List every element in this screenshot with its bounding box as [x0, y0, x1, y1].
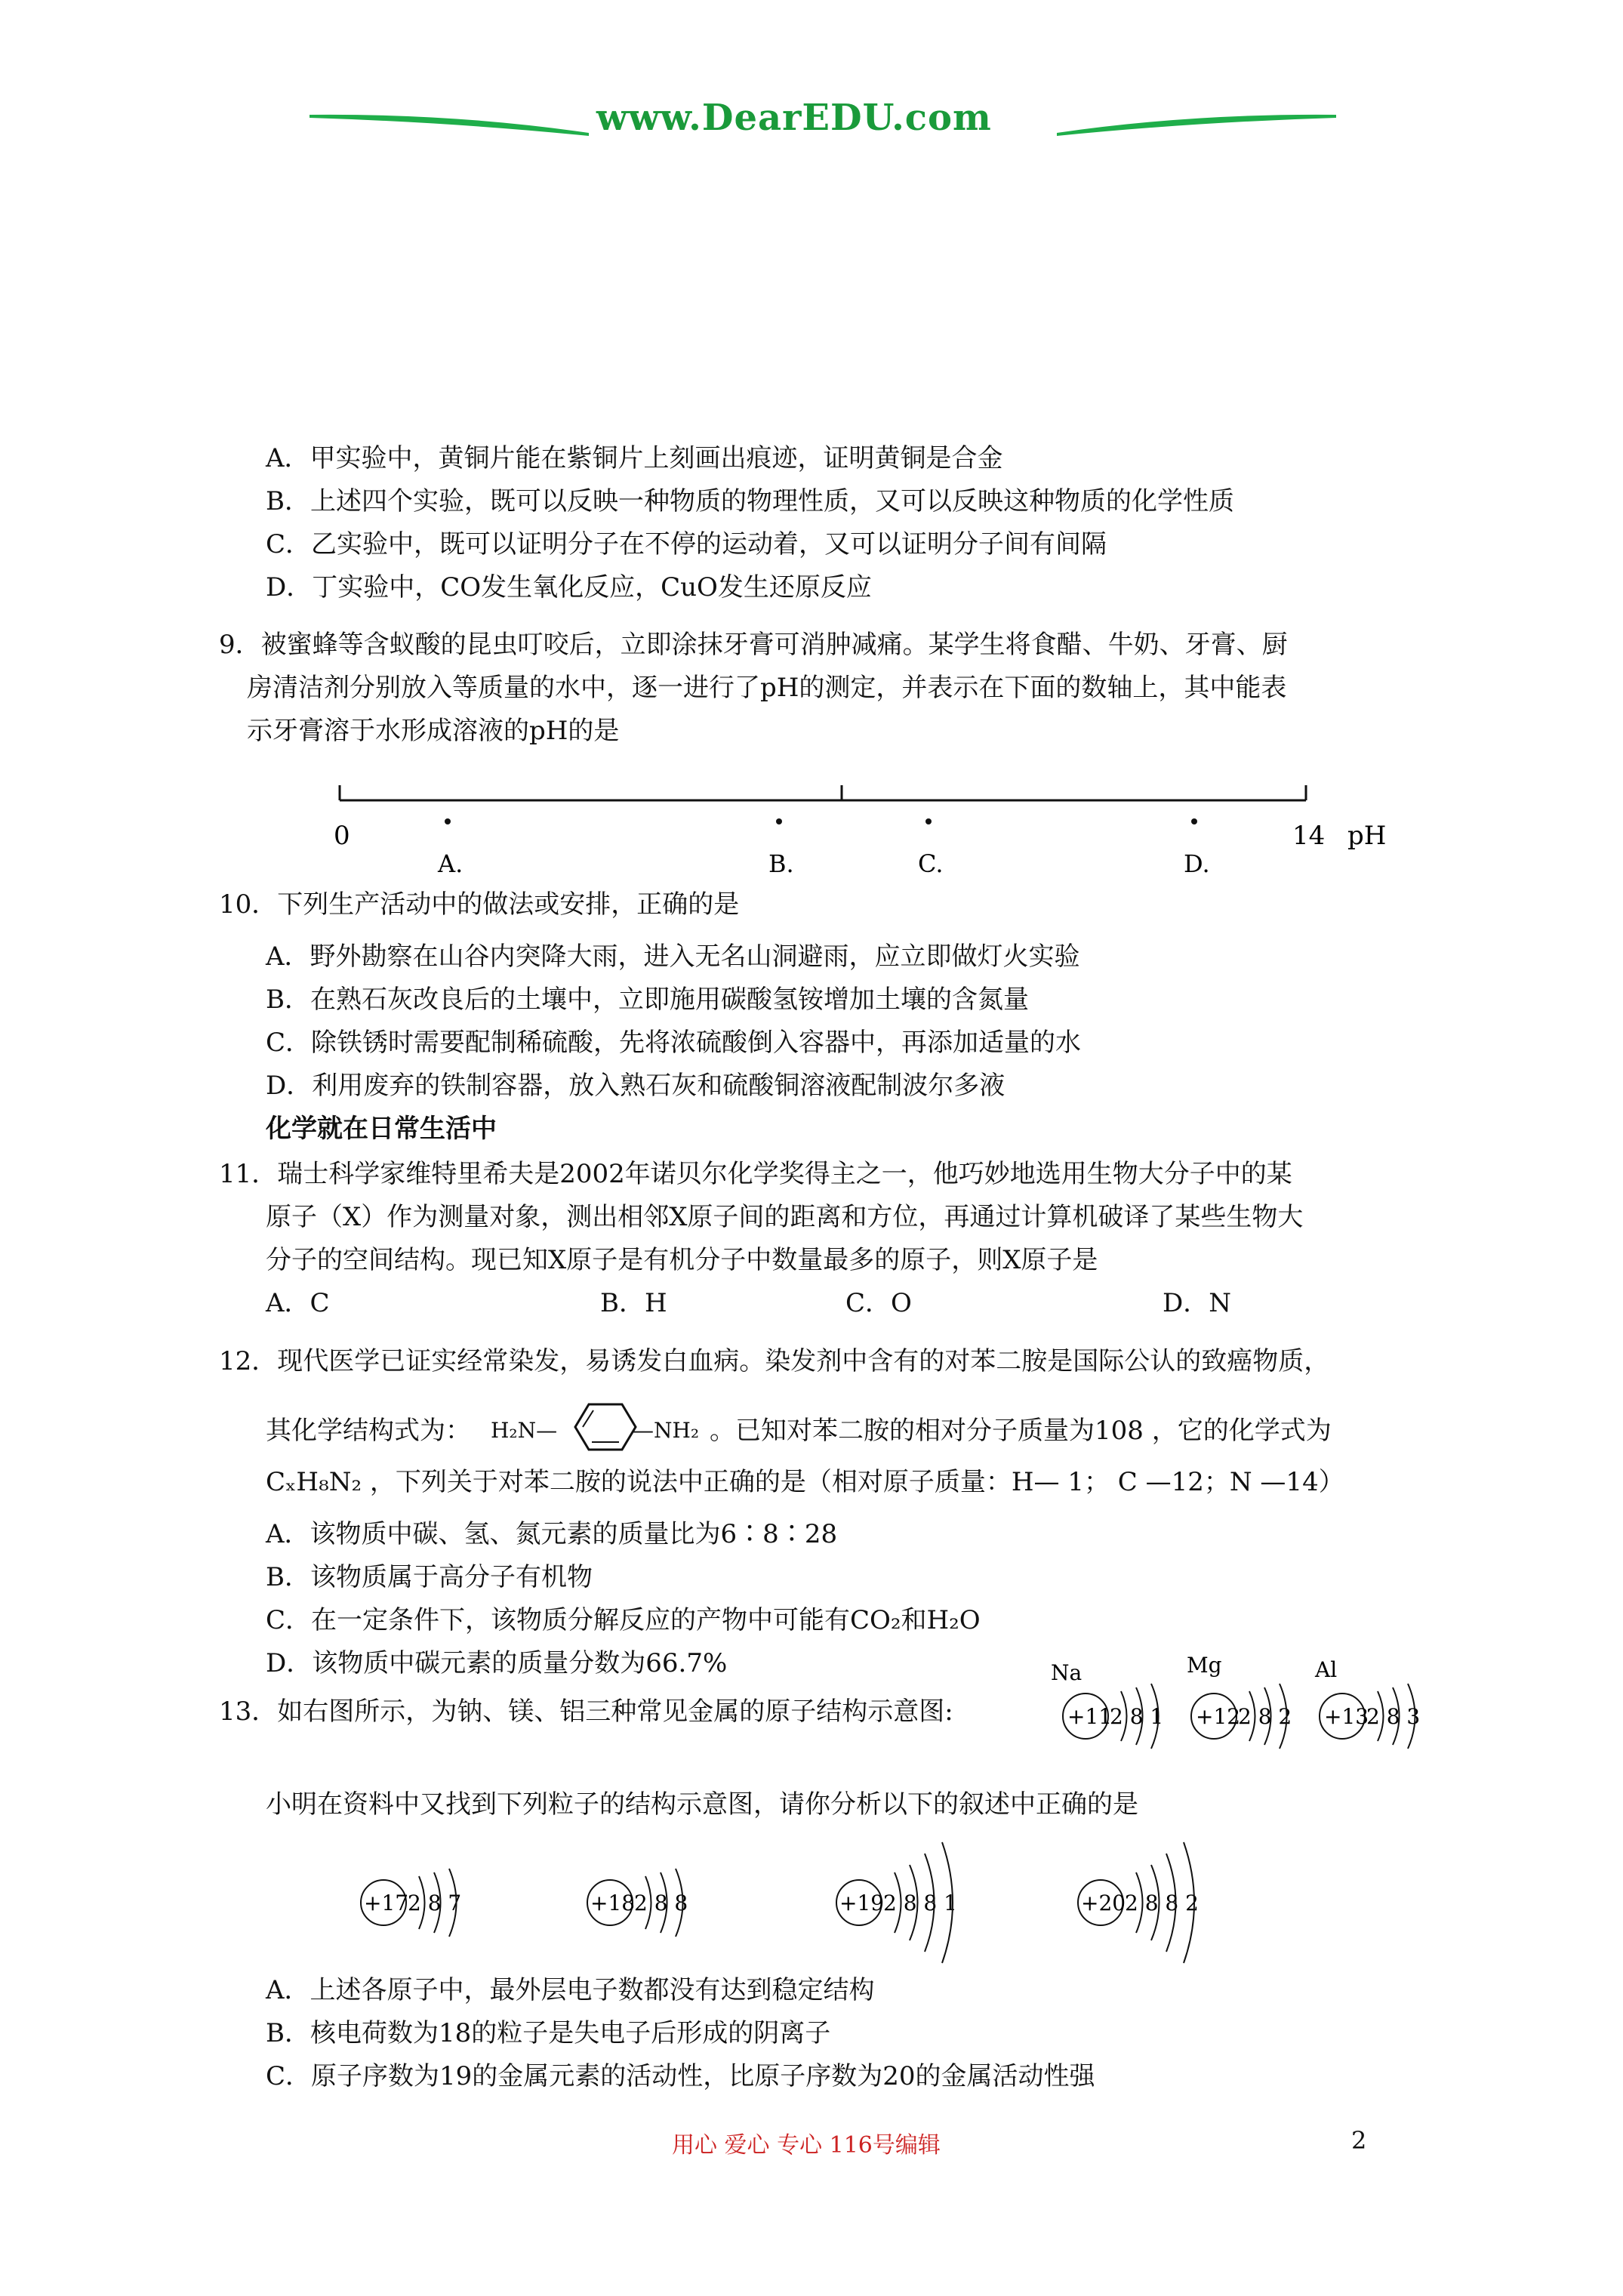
svg-text:+13: +13 — [1324, 1704, 1369, 1729]
ph-point-d — [1191, 818, 1197, 824]
q12-option-a: A．该物质中碳、氢、氮元素的质量比为6∶8∶28 — [266, 1519, 838, 1549]
q12-stem-line2-post: 。已知对苯二胺的相对分子质量为108 ，它的化学式为 — [710, 1416, 1332, 1446]
q10-option-c: C．除铁锈时需要配制稀硫酸，先将浓硫酸倒入容器中，再添加适量的水 — [266, 1028, 1082, 1058]
q10-option-d: D．利用废弃的铁制容器，放入熟石灰和硫酸铜溶液配制波尔多液 — [266, 1071, 1006, 1101]
q11-option-a: A．C — [266, 1288, 330, 1318]
atom-na-diagram — [1051, 1660, 1163, 1749]
atom-mg-diagram — [1187, 1653, 1292, 1749]
svg-text:+11: +11 — [1067, 1704, 1113, 1729]
q9-stem-line2: 房清洁剂分别放入等质量的水中，逐一进行了pH的测定，并表示在下面的数轴上，其中能表 — [247, 673, 1287, 703]
q8-option-c: C．乙实验中，既可以证明分子在不停的运动着，又可以证明分子间有间隔 — [266, 529, 1107, 559]
ph-axis-start: 0 — [334, 821, 350, 851]
q12-formula-left: H₂N— — [491, 1418, 558, 1443]
metal-atom-diagrams — [1049, 1650, 1442, 1755]
q13-line2: 小明在资料中又找到下列粒子的结构示意图，请你分析以下的叙述中正确的是 — [266, 1789, 1138, 1820]
svg-text:2 8 7: 2 8 7 — [408, 1891, 462, 1915]
q11-stem-line1: 11．瑞士科学家维特里希夫是2002年诺贝尔化学奖得主之一，他巧妙地选用生物大分子中的某 — [219, 1159, 1292, 1189]
footer-text: 用心 爱心 专心 116号编辑 — [672, 2132, 941, 2159]
q13-option-c: C．原子序数为19的金属元素的活动性，比原子序数为20的金属活动性强 — [266, 2061, 1095, 2091]
ph-label-c: C. — [918, 849, 944, 878]
q8-option-d: D．丁实验中，CO发生氧化反应，CuO发生还原反应 — [266, 572, 872, 603]
q9-stem-line3: 示牙膏溶于水形成溶液的pH的是 — [247, 716, 620, 746]
particle-19-diagram — [836, 1842, 957, 1963]
q12-option-c: C．在一定条件下，该物质分解反应的产物中可能有CO₂和H₂O — [266, 1605, 981, 1635]
q11-stem-line2: 原子（X）作为测量对象，测出相邻X原子间的距离和方位，再通过计算机破译了某些生物大 — [266, 1202, 1304, 1232]
q10-option-a: A．野外勘察在山谷内突降大雨，进入无名山洞避雨，应立即做灯火实验 — [266, 942, 1080, 972]
q13-option-b: B．核电荷数为18的粒子是失电子后形成的阴离子 — [266, 2018, 831, 2048]
q12-stem-line1: 12．现代医学已证实经常染发，易诱发白血病。染发剂中含有的对苯二胺是国际公认的致癌物质， — [219, 1346, 1330, 1376]
atom-al-diagram — [1314, 1657, 1420, 1749]
svg-text:2 8 8 1: 2 8 8 1 — [883, 1891, 957, 1915]
svg-text:2 8 1: 2 8 1 — [1110, 1704, 1164, 1729]
svg-text:+19: +19 — [839, 1891, 885, 1915]
svg-text:Mg: Mg — [1187, 1653, 1222, 1678]
q10-option-b: B．在熟石灰改良后的土壤中，立即施用碳酸氢铵增加土壤的含氮量 — [266, 985, 1029, 1015]
q10-stem: 10．下列生产活动中的做法或安排，正确的是 — [219, 889, 740, 920]
q13-stem: 13．如右图所示，为钠、镁、铝三种常见金属的原子结构示意图: — [219, 1697, 953, 1727]
svg-text:2 8 8: 2 8 8 — [634, 1891, 688, 1915]
q12-option-b: B．该物质属于高分子有机物 — [266, 1562, 593, 1592]
q8-option-a: A．甲实验中，黄铜片能在紫铜片上刻画出痕迹，证明黄铜是合金 — [266, 443, 1003, 473]
ph-axis-unit: pH — [1347, 821, 1387, 851]
ph-label-b: B. — [768, 849, 794, 878]
ph-axis-end: 14 — [1292, 821, 1326, 851]
particle-17-diagram — [361, 1869, 461, 1937]
q11-option-b: B．H — [600, 1288, 667, 1318]
svg-text:+18: +18 — [590, 1891, 636, 1915]
site-title: www.DearEDU.com — [596, 97, 992, 139]
q12-option-d: D．该物质中碳元素的质量分数为66.7% — [266, 1648, 728, 1678]
svg-text:+20: +20 — [1081, 1891, 1126, 1915]
ph-label-d: D. — [1184, 849, 1210, 878]
particle-18-diagram — [587, 1869, 688, 1937]
ph-point-c — [925, 818, 932, 824]
q12-stem-line2-pre: 其化学结构式为： — [266, 1416, 471, 1446]
particle-diagrams — [347, 1827, 1329, 1978]
page-number: 2 — [1351, 2126, 1367, 2155]
q8-option-b: B．上述四个实验，既可以反映一种物质的物理性质，又可以反映这种物质的化学性质 — [266, 486, 1234, 516]
ph-point-a — [445, 818, 451, 824]
q11-stem-line3: 分子的空间结构。现已知X原子是有机分子中数量最多的原子，则X原子是 — [266, 1245, 1098, 1275]
ph-point-b — [776, 818, 782, 824]
svg-text:+12: +12 — [1196, 1704, 1241, 1729]
ph-label-a: A. — [438, 849, 463, 878]
svg-text:2 8 8 2: 2 8 8 2 — [1125, 1891, 1199, 1915]
q12-stem-line3: CₓH₈N₂ ，下列关于对苯二胺的说法中正确的是（相对原子质量：H— 1； C —12；N —14） — [266, 1467, 1344, 1497]
svg-text:2 8 2: 2 8 2 — [1238, 1704, 1292, 1729]
ph-number-line — [325, 770, 1427, 883]
svg-text:+17: +17 — [364, 1891, 409, 1915]
q12-formula-right: —NH₂ — [633, 1418, 700, 1443]
particle-20-diagram — [1078, 1842, 1199, 1963]
q11-option-d: D．N — [1163, 1288, 1232, 1318]
q11-option-c: C．O — [845, 1288, 912, 1318]
q13-option-a: A．上述各原子中，最外层电子数都没有达到稳定结构 — [266, 1975, 875, 2005]
svg-text:Al: Al — [1315, 1657, 1338, 1682]
section-title: 化学就在日常生活中 — [266, 1114, 497, 1144]
q9-stem-line1: 9．被蜜蜂等含蚁酸的昆虫叮咬后，立即涂抹牙膏可消肿减痛。某学生将食醋、牛奶、牙膏、厨 — [219, 630, 1288, 660]
svg-text:2 8 3: 2 8 3 — [1366, 1704, 1421, 1729]
svg-text:Na: Na — [1051, 1660, 1083, 1685]
